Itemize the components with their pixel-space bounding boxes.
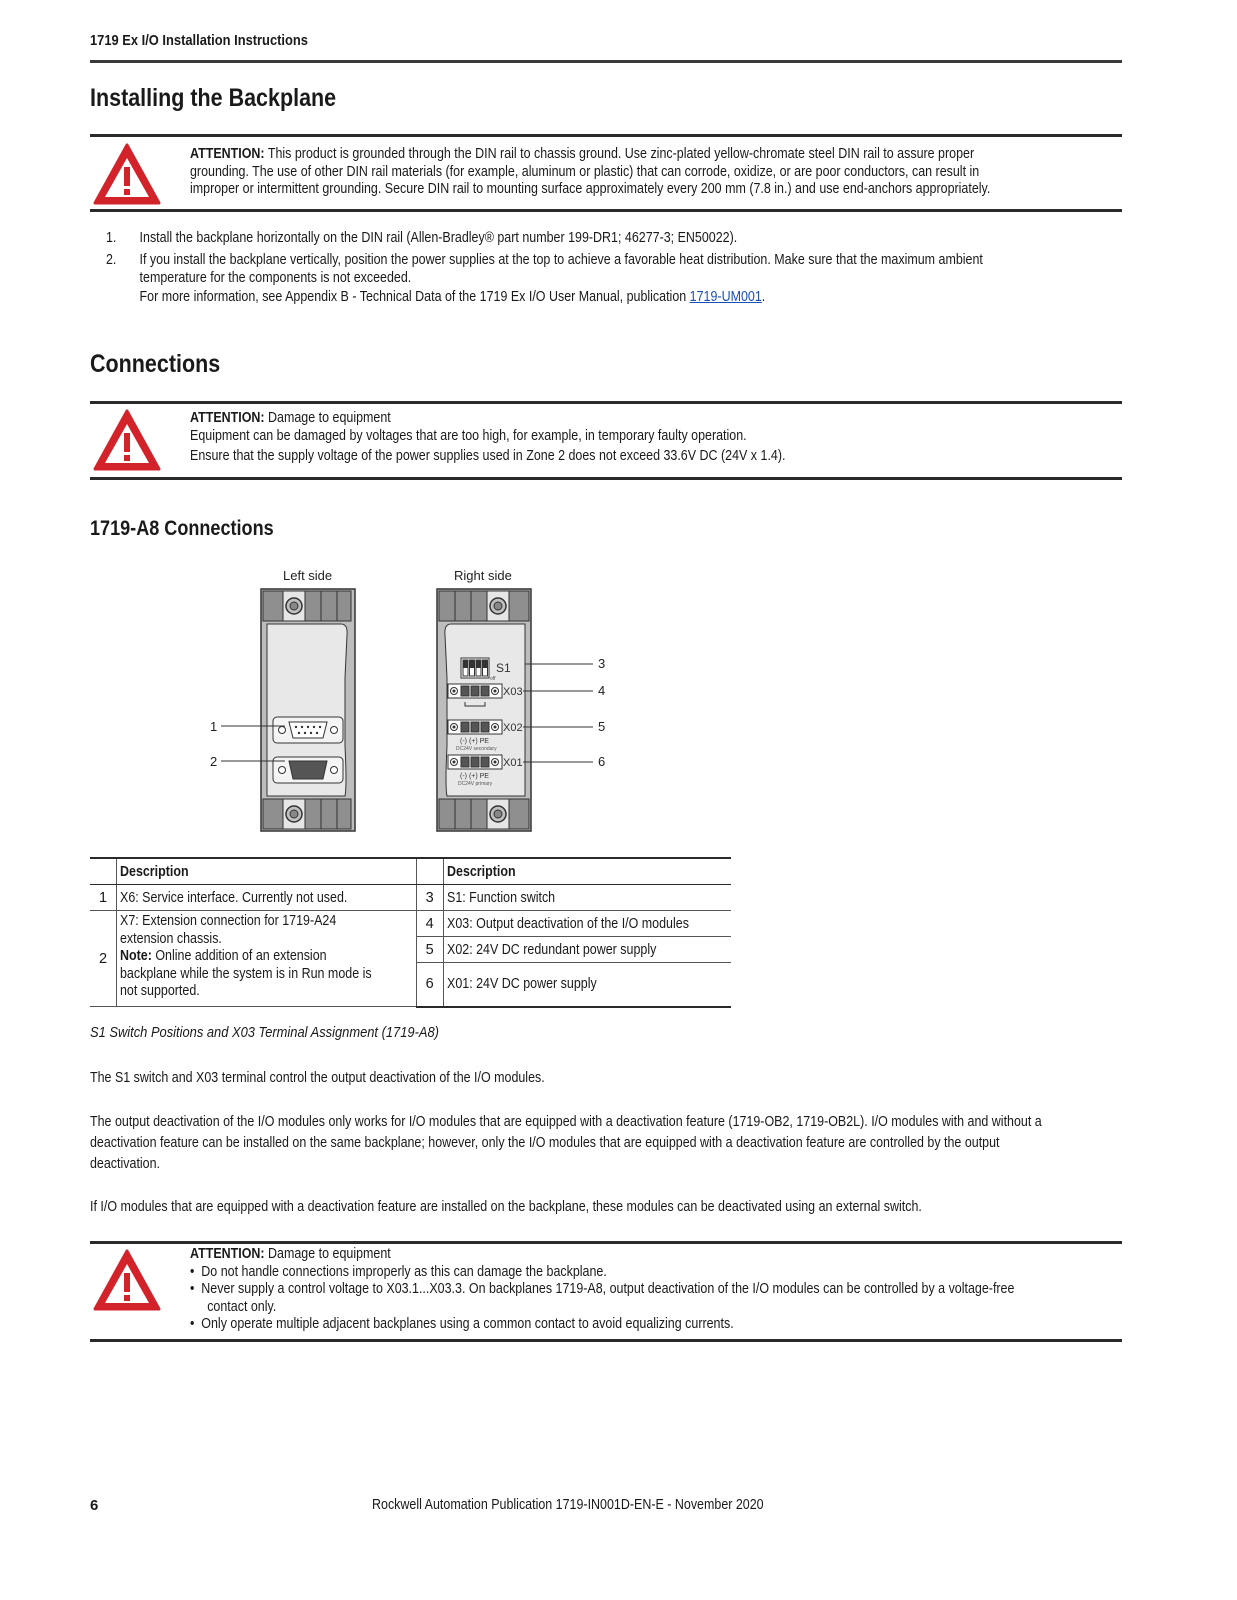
install-steps [106,229,1138,311]
section-title-installing: Installing the Backplane [90,84,337,112]
bullet-item: • Only operate multiple adjacent backplanes using a common contact to avoid equalizing currents. [190,1316,734,1332]
table-row: 5 X02: 24V DC redundant power supply [90,937,731,963]
svg-text:(-) (+) PE: (-) (+) PE [460,773,489,780]
section-title-connections: Connections [90,350,221,378]
page-number: 6 [90,1497,99,1514]
attention-label: ATTENTION: [190,1246,265,1262]
table-row: 1 X6: Service interface. Currently not used. 3 S1: Function switch [90,885,731,911]
attention-rule-bottom [90,1339,1122,1342]
attention-heading: Damage to equipment [268,1246,391,1262]
svg-text:S1: S1 [496,661,511,675]
svg-text:X01: X01 [503,757,523,769]
step-text: temperature for the components is not exceeded. [139,270,412,286]
callout-2: 2 [210,754,218,769]
svg-text:X03: X03 [503,686,523,698]
step-number: 2. [106,252,117,268]
attention-line: improper or intermittent grounding. Secure DIN rail to mounting surface approximately every 200 mm (7.8 in.) and use end-anchors appropriately. [190,181,991,197]
attention-voltage [190,410,1119,466]
attention-grounding [190,146,1119,199]
attention-line: Equipment can be damaged by voltages that are too high, for example, in temporary faulty operation. [190,427,747,444]
bullet-item: • Do not handle connections improperly as this can damage the backplane. [190,1263,607,1280]
attention-line: This product is grounded through the DIN rail to chassis ground. Use zinc-plated yellow-chromate steel DIN rail to assure proper [267,146,975,162]
section-title-a8-connections: 1719-A8 Connections [90,517,274,540]
attention-rule-top [90,134,1122,137]
attention-rule-top [90,401,1122,404]
publication-footer: Rockwell Automation Publication 1719-IN001D-EN-E - November 2020 [372,1497,764,1513]
running-header: 1719 Ex I/O Installation Instructions [90,32,308,49]
svg-text:off: off [490,676,496,682]
attention-rule-bottom [90,209,1122,212]
attention-rule-top [90,1241,1122,1244]
left-side-label: Left side [283,568,333,583]
column-header: Description [446,863,516,880]
table-row: 6 X01: 24V DC power supply [90,963,731,1007]
step-number: 1. [106,230,117,246]
warning-icon [92,1248,162,1312]
right-side-label: Right side [454,568,512,583]
backplane-diagram [195,560,625,840]
table-row: 2 X7: Extension connection for 1719-A24 extension chassis. Note: Online addition of an extension backplane while the system is in Run mode is not supported. 4 X03: Output deactivation of the I/O modules [90,911,731,937]
callout-3: 3 [598,656,606,671]
more-info-text: For more information, see Appendix B - Technical Data of the 1719 Ex I/O User Manual, publication 1719-UM001. [139,289,766,305]
attention-label: ATTENTION: [190,410,265,426]
callout-1: 1 [210,719,218,734]
svg-text:(-) (+) PE: (-) (+) PE [460,738,489,745]
step-text: Install the backplane horizontally on the DIN rail (Allen-Bradley® part number 199-DR1; 46277-3; EN50022). [139,230,738,246]
attention-rule-bottom [90,477,1122,480]
attention-connections [190,1246,1119,1334]
warning-icon [92,408,162,472]
right-module [437,589,531,831]
warning-icon [92,142,162,206]
paragraph: The S1 switch and X03 terminal control the output deactivation of the I/O modules. [90,1070,545,1086]
header-rule [90,60,1122,63]
svg-text:DC24V primary: DC24V primary [458,781,493,787]
connections-table [90,857,731,1008]
bullet-item: • Never supply a control voltage to X03.1...X03.3. On backplanes 1719-A8, output deactivation of the I/O modules can be controlled by a voltage-free [190,1281,1015,1297]
attention-line: Ensure that the supply voltage of the power supplies used in Zone 2 does not exceed 33.6V DC (24V x 1.4). [190,448,786,464]
column-header: Description [120,863,189,880]
attention-heading: Damage to equipment [268,410,391,426]
publication-link[interactable]: 1719-UM001 [689,289,762,305]
left-module [261,589,355,831]
step-item [106,251,1138,311]
callout-5: 5 [598,719,606,734]
paragraph: The output deactivation of the I/O modules only works for I/O modules that are equipped with a deactivation feature (1719-OB2, 1719-OB2L). I/O modules with and without a deactivation feature can be installed on the same backplane; however, only the I/O modules that are equipped with a deactivation feature are controlled by the output deactivation. [90,1114,1042,1172]
svg-text:X02: X02 [503,722,523,734]
step-text: If you install the backplane vertically, position the power supplies at the top to achieve a favorable heat distribution. Make sure that the maximum ambient [139,252,983,268]
callout-6: 6 [598,754,606,769]
attention-line: grounding. The use of other DIN rail materials (for example, aluminum or plastic) that can corrode, oxidize, or are poor conductors, can result in [190,163,980,180]
figure-caption: S1 Switch Positions and X03 Terminal Assignment (1719-A8) [90,1024,439,1041]
bullet-continuation: contact only. [207,1298,277,1315]
table-header-row [90,858,731,885]
paragraph: If I/O modules that are equipped with a deactivation feature are installed on the backplane, these modules can be deactivated using an external switch. [90,1199,922,1215]
step-item [106,229,1138,251]
callout-4: 4 [598,683,606,698]
attention-label: ATTENTION: [190,146,265,162]
svg-text:DC24V secondary: DC24V secondary [456,746,497,752]
